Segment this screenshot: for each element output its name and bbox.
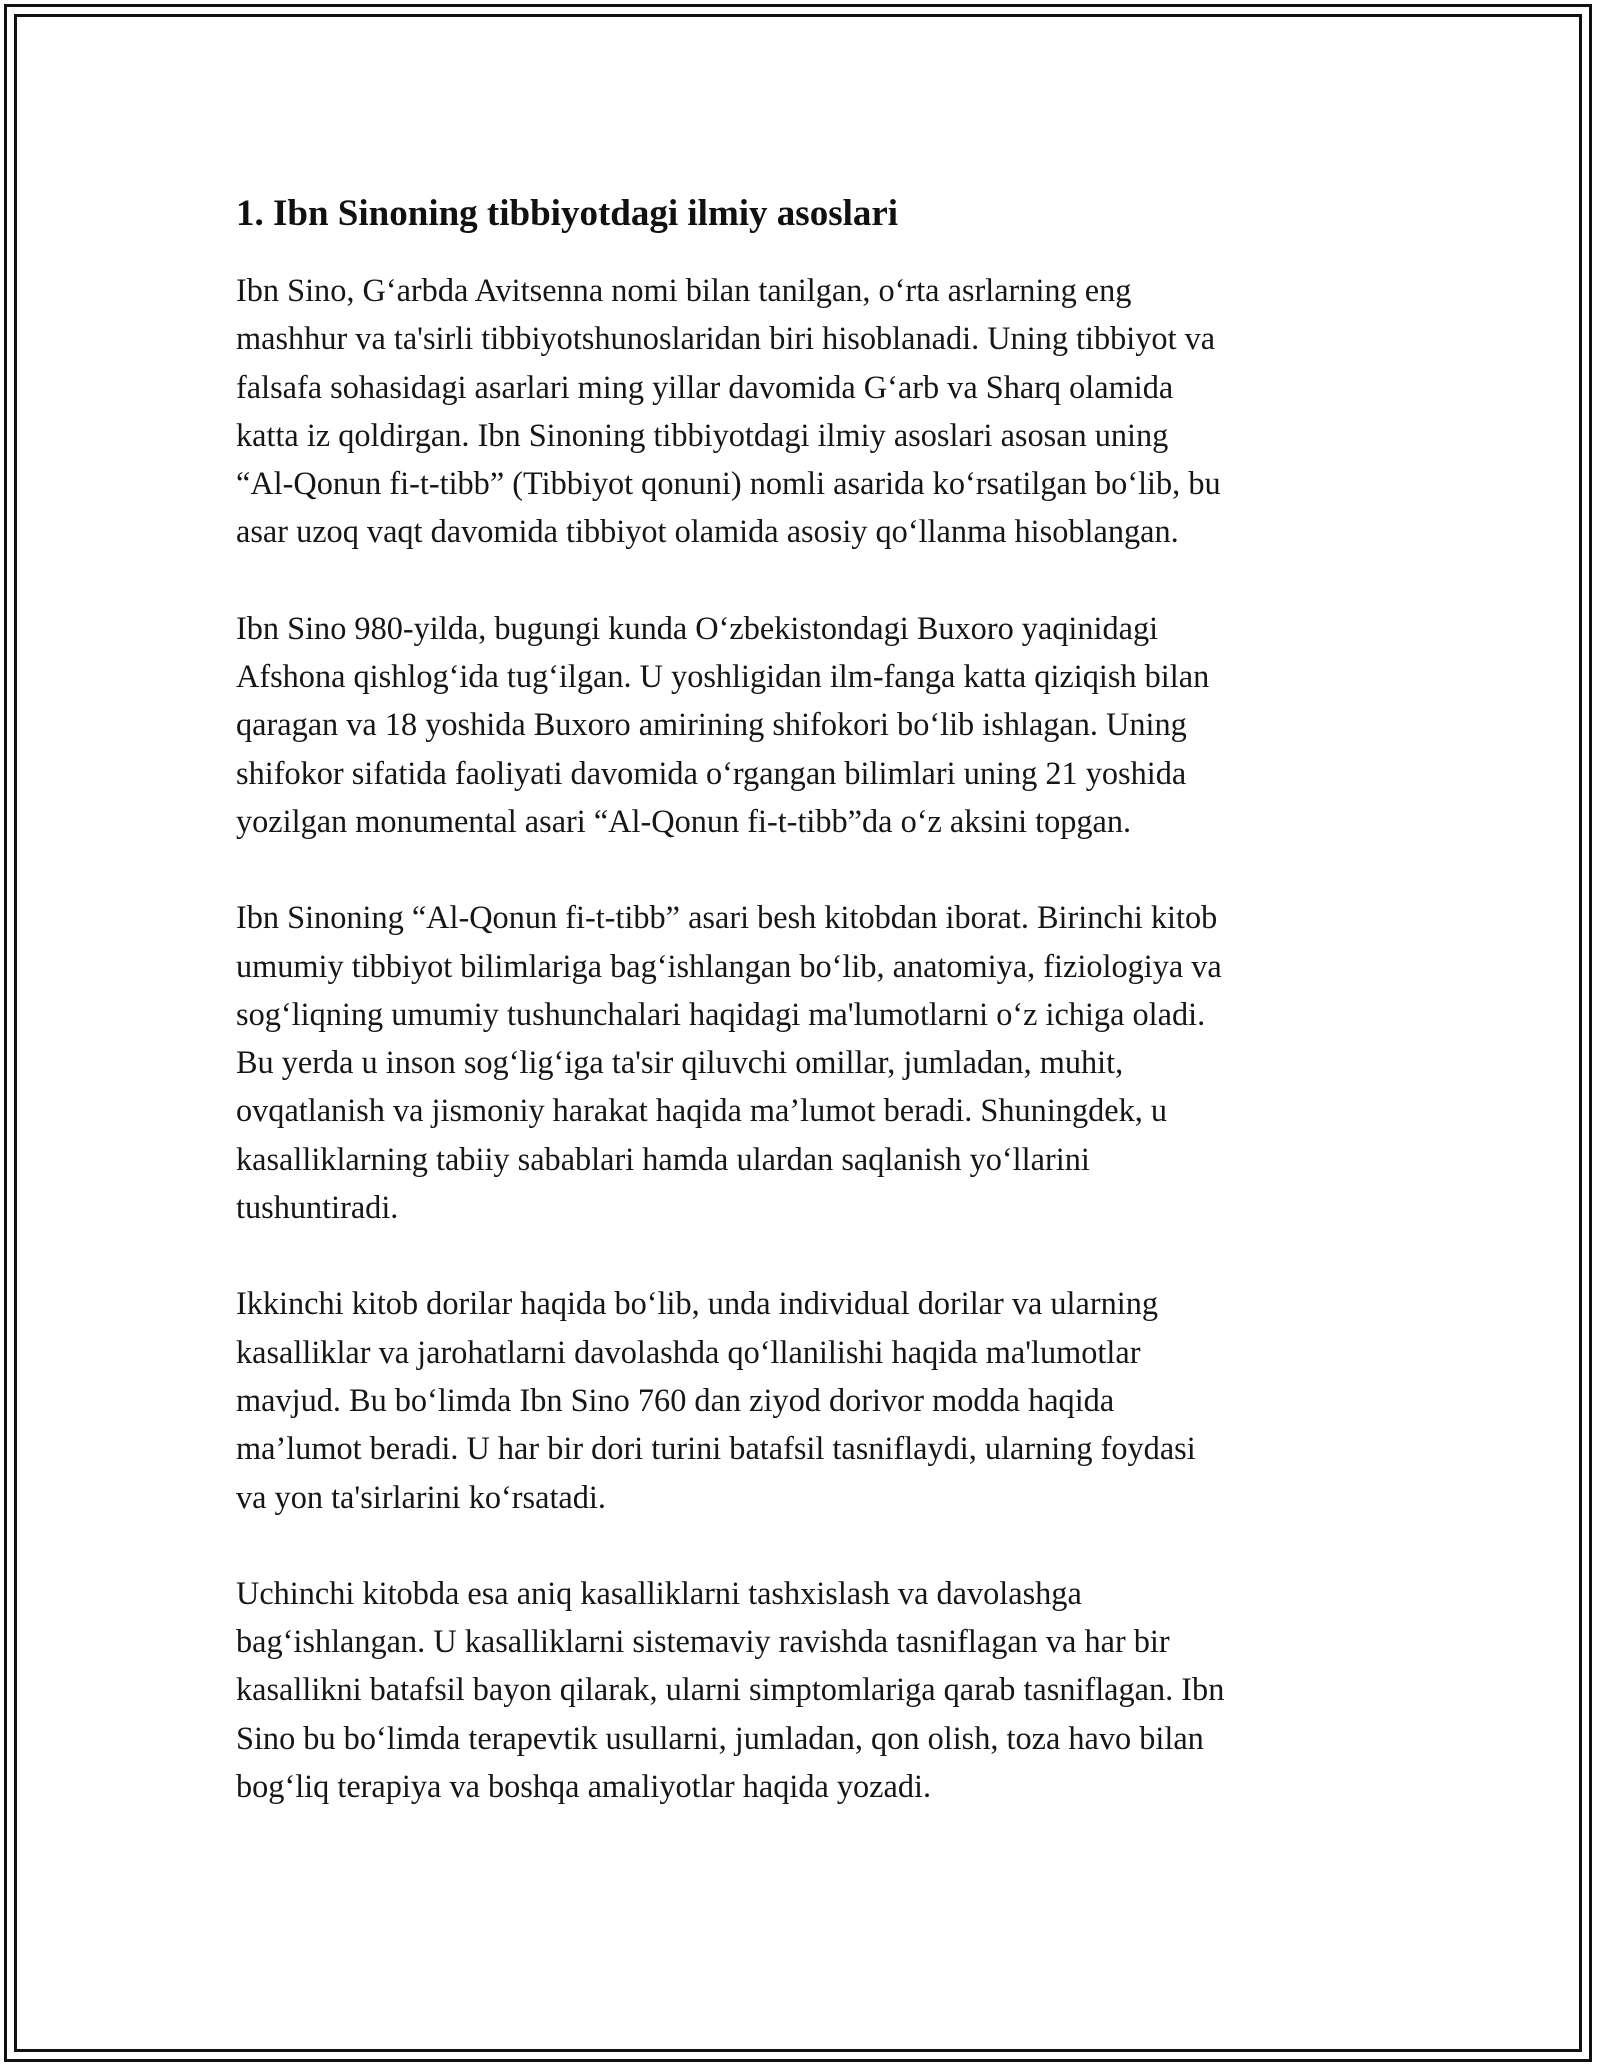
text-line: bog‘liq terapiya va boshqa amaliyotlar haqida yozadi. [236,1768,932,1805]
text-line: Ibn Sino 980-yilda, bugungi kunda O‘zbekistondagi Buxoro yaqinidagi [236,609,1159,646]
text-line: falsafa sohasidagi asarlari ming yillar davomida G‘arb va Sharq olamida [236,368,1174,405]
paragraph-second-book [236,1279,1366,1520]
text-line: Sino bu bo‘limda terapevtik usullarni, jumladan, qon olish, toza havo bilan [236,1719,1204,1756]
text-line: mashhur va ta'sirli tibbiyotshunoslaridan biri hisoblanadi. Uning tibbiyot va [236,320,1216,357]
text-line: ma’lumot beradi. U har bir dori turini batafsil tasniflaydi, ularning foydasi [236,1430,1196,1467]
text-line: sog‘liqning umumiy tushunchalari haqidagi ma'lumotlarni o‘z ichiga oladi. [236,995,1206,1032]
text-line: kasallikni batafsil bayon qilarak, ularni simptomlariga qarab tasniflagan. Ibn [236,1671,1225,1708]
text-line: yozilgan monumental asari “Al-Qonun fi-t-tibb”da o‘z aksini topgan. [236,802,1132,839]
text-line: umumiy tibbiyot bilimlariga bag‘ishlangan bo‘lib, anatomiya, fiziologiya va [236,947,1222,984]
paragraph-first-book [236,893,1366,1231]
text-line: kasalliklar va jarohatlarni davolashda qo‘llanilishi haqida ma'lumotlar [236,1333,1141,1370]
text-line: kasalliklarning tabiiy sabablari hamda ulardan saqlanish yo‘llarini [236,1140,1090,1177]
text-line: Ibn Sinoning “Al-Qonun fi-t-tibb” asari besh kitobdan iborat. Birinchi kitob [236,899,1218,936]
text-line: qaragan va 18 yoshida Buxoro amirining shifokori bo‘lib ishlagan. Uning [236,706,1187,743]
paragraph-intro [236,266,1366,556]
paragraph-third-book [236,1569,1366,1810]
text-line: katta iz qoldirgan. Ibn Sinoning tibbiyotdagi ilmiy asoslari asosan uning [236,416,1169,453]
document-body [236,184,1366,1858]
text-line: asar uzoq vaqt davomida tibbiyot olamida asosiy qo‘llanma hisoblangan. [236,513,1179,550]
text-line: tushuntiradi. [236,1189,399,1226]
text-line: Uchinchi kitobda esa aniq kasalliklarni tashxislash va davolashga [236,1574,1082,1611]
text-line: shifokor sifatida faoliyati davomida o‘rgangan bilimlari uning 21 yoshida [236,754,1187,791]
text-line: mavjud. Bu bo‘limda Ibn Sino 760 dan ziyod dorivor modda haqida [236,1381,1115,1418]
paragraph-biography [236,604,1366,845]
text-line: ovqatlanish va jismoniy harakat haqida ma’lumot beradi. Shuningdek, u [236,1092,1168,1129]
text-line: va yon ta'sirlarini ko‘rsatadi. [236,1478,606,1515]
section-heading: 1. Ibn Sinoning tibbiyotdagi ilmiy asoslari [236,193,899,234]
text-line: Afshona qishlog‘ida tug‘ilgan. U yoshligidan ilm-fanga katta qiziqish bilan [236,658,1210,695]
text-line: “Al-Qonun fi-t-tibb” (Tibbiyot qonuni) nomli asarida ko‘rsatilgan bo‘lib, bu [236,465,1221,502]
text-line: Ibn Sino, G‘arbda Avitsenna nomi bilan tanilgan, o‘rta asrlarning eng [236,272,1132,308]
text-line: bag‘ishlangan. U kasalliklarni sistemaviy ravishda tasniflagan va har bir [236,1623,1170,1660]
text-line: Bu yerda u inson sog‘lig‘iga ta'sir qiluvchi omillar, jumladan, muhit, [236,1044,1124,1081]
text-line: Ikkinchi kitob dorilar haqida bo‘lib, unda individual dorilar va ularning [236,1285,1159,1322]
